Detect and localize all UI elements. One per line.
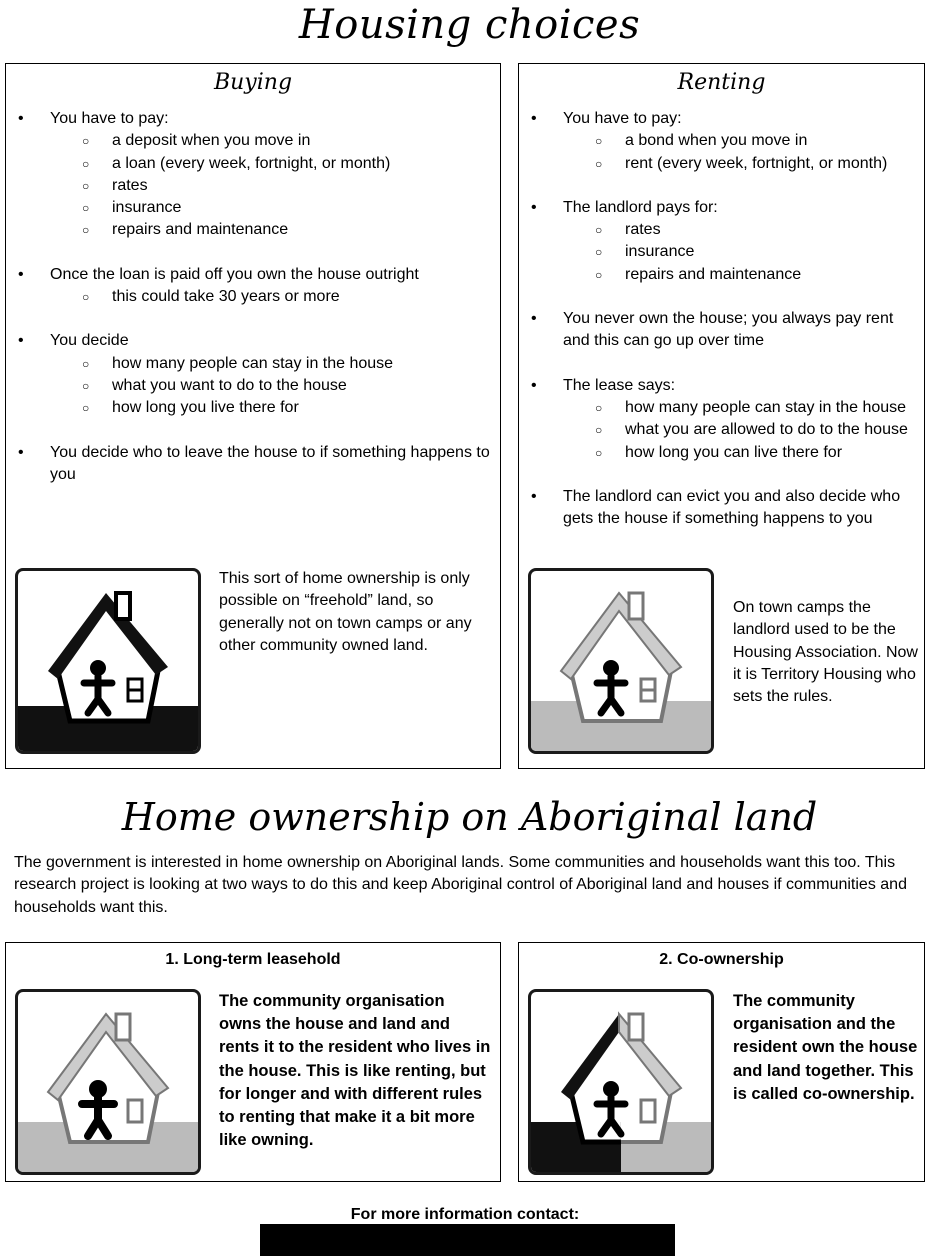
sub-bullet-item: ○ a loan (every week, fortnight, or month) <box>10 153 496 175</box>
intro-paragraph: The government is interested in home ownership on Aboriginal lands. Some communities and households want this too. This research project is looking at two ways to do this and keep Aboriginal control of Aboriginal land and houses if communities and households want this. <box>14 854 907 916</box>
sub-bullet-item: ○ rates <box>10 175 496 197</box>
sub-bullet-item: ○ rates <box>523 219 923 241</box>
page-title: Housing choices <box>298 2 641 48</box>
list-spacer <box>10 420 496 442</box>
sub-bullet-item: ○ repairs and maintenance <box>523 264 923 286</box>
option-coownership-title: 2. Co-ownership <box>659 951 784 968</box>
bullet-item: • Once the loan is paid off you own the house outright <box>10 264 496 286</box>
house-coownership-icon <box>528 989 714 1175</box>
sub-bullet-item: ○ what you want to do to the house <box>10 375 496 397</box>
bullet-item: • The lease says: <box>523 375 923 397</box>
list-spacer <box>10 308 496 330</box>
house-owned-icon <box>15 568 201 754</box>
list-spacer <box>523 353 923 375</box>
sub-bullet-item: ○ a deposit when you move in <box>10 130 496 152</box>
renting-list <box>523 108 923 530</box>
bullet-item: • You have to pay: <box>523 108 923 130</box>
sub-bullet-item: ○ how many people can stay in the house <box>523 397 923 419</box>
house-leasehold-icon <box>15 989 201 1175</box>
sub-bullet-item: ○ insurance <box>10 197 496 219</box>
sub-bullet-item: ○ this could take 30 years or more <box>10 286 496 308</box>
sub-bullet-item: ○ how long you can live there for <box>523 442 923 464</box>
sub-bullet-item: ○ repairs and maintenance <box>10 219 496 241</box>
renting-title: Renting <box>677 70 766 95</box>
bullet-item: • The landlord can evict you and also decide who gets the house if something happens to you <box>523 486 923 531</box>
redacted-contact-block <box>260 1224 675 1256</box>
bullet-item: • You never own the house; you always pay rent and this can go up over time <box>523 308 923 353</box>
sub-bullet-item: ○ rent (every week, fortnight, or month) <box>523 153 923 175</box>
section-title: Home ownership on Aboriginal land <box>121 795 818 839</box>
option-leasehold-title: 1. Long-term leasehold <box>165 951 341 968</box>
sub-bullet-item: ○ what you are allowed to do to the house <box>523 419 923 441</box>
buying-list <box>10 108 496 486</box>
list-spacer <box>523 286 923 308</box>
list-spacer <box>10 242 496 264</box>
list-spacer <box>523 464 923 486</box>
contact-label: For more information contact: <box>350 1206 580 1223</box>
house-rented-icon <box>528 568 714 754</box>
renting-box <box>518 63 925 769</box>
sub-bullet-item: ○ how long you live there for <box>10 397 496 419</box>
buying-note: This sort of home ownership is only possible on “freehold” land, so generally not on town camps or any other community owned land. <box>219 570 472 654</box>
sub-bullet-item: ○ how many people can stay in the house <box>10 353 496 375</box>
list-spacer <box>523 175 923 197</box>
bullet-item: • You have to pay: <box>10 108 496 130</box>
renting-note: On town camps the landlord used to be the Housing Association. Now it is Territory Housing who sets the rules. <box>733 599 918 706</box>
option-leasehold-box <box>5 942 501 1182</box>
sub-bullet-item: ○ a bond when you move in <box>523 130 923 152</box>
bullet-item: • You decide who to leave the house to if something happens to you <box>10 442 496 487</box>
bullet-item: • You decide <box>10 330 496 352</box>
option-coownership-box <box>518 942 925 1182</box>
sub-bullet-item: ○ insurance <box>523 241 923 263</box>
option-leasehold-text: The community organisation owns the house and land and rents it to the resident who lives in the house. This is like renting, but for longer and with different rules to renting that make it a bit more like owning. <box>219 992 491 1150</box>
buying-title: Buying <box>213 70 293 95</box>
option-coownership-text: The community organisation and the resident own the house and land together. This is called co-ownership. <box>733 992 918 1103</box>
buying-box <box>5 63 501 769</box>
bullet-item: • The landlord pays for: <box>523 197 923 219</box>
